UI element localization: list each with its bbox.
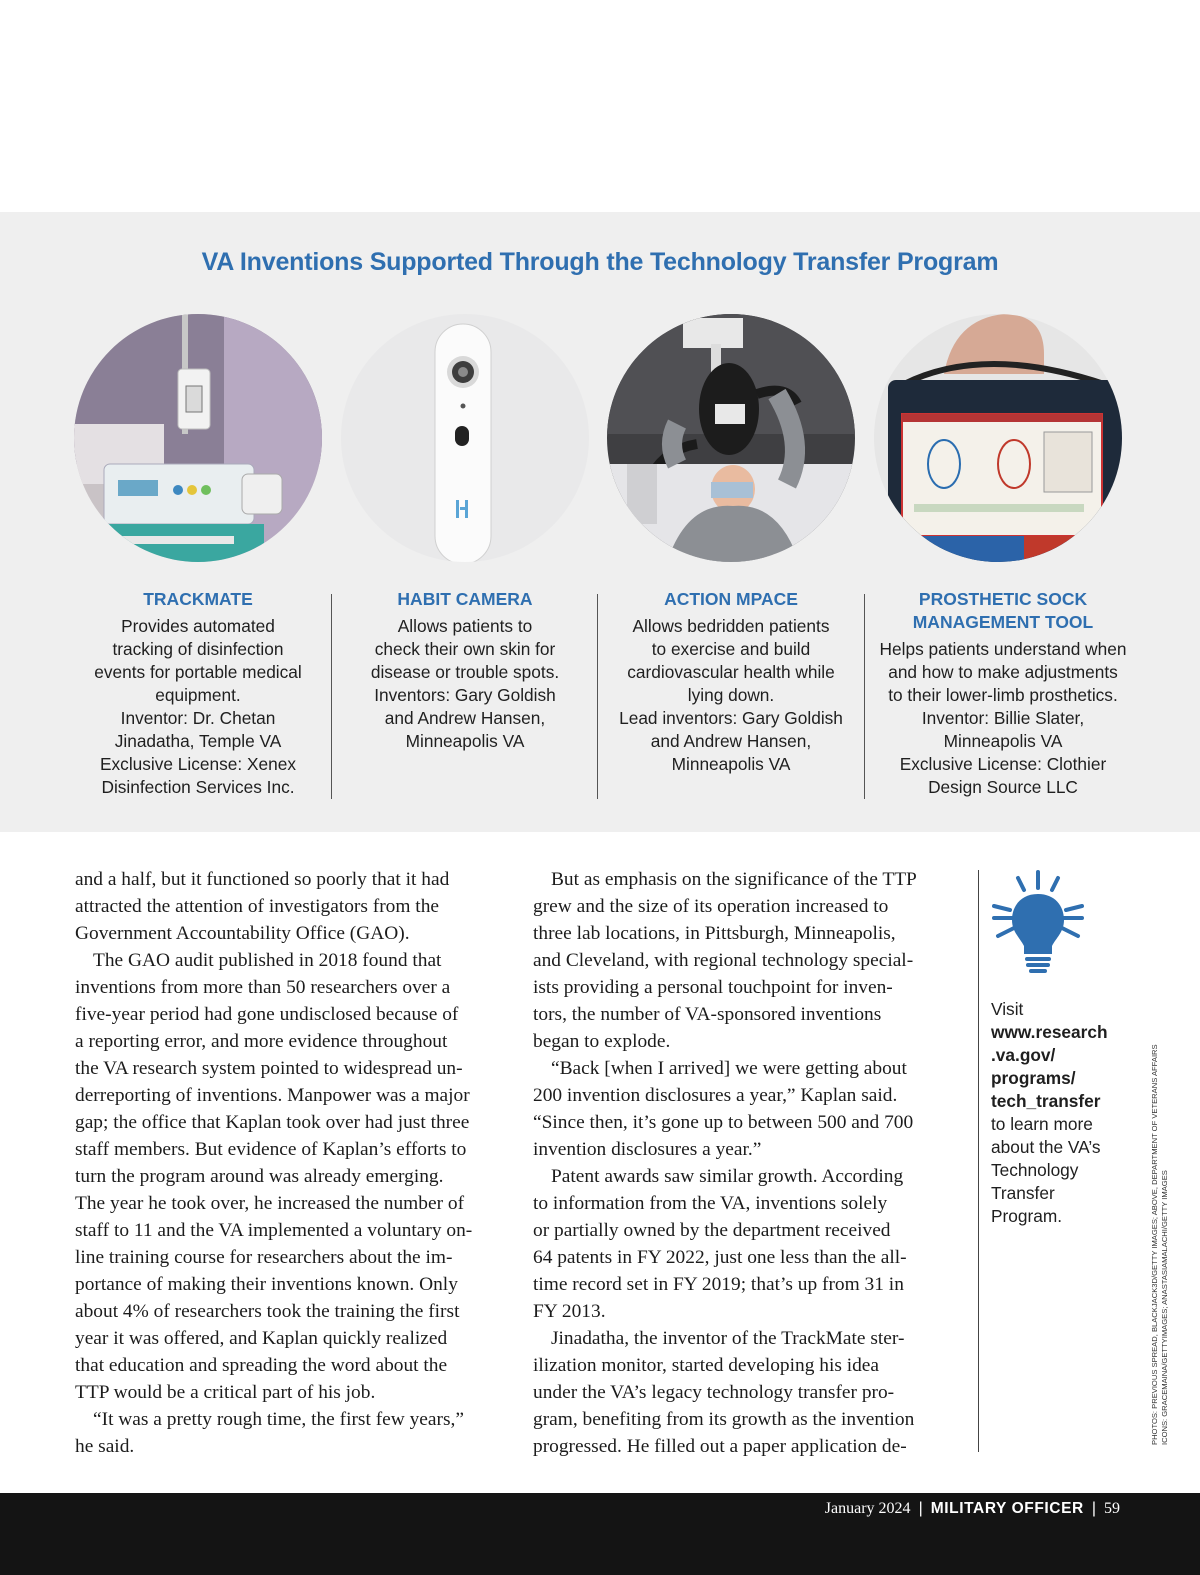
article-line: “It was a pretty rough time, the first few years,” bbox=[93, 1409, 464, 1430]
column-divider bbox=[597, 594, 598, 799]
issue-date: January 2024 bbox=[824, 1500, 911, 1517]
article-line: attracted the attention of investigators from the bbox=[75, 896, 439, 917]
tip-url-line[interactable]: tech_transfer bbox=[991, 1091, 1101, 1111]
prosthetic-sock-line: Exclusive License: Clothier bbox=[899, 754, 1107, 774]
prosthetic-sock-line: and how to make adjustments bbox=[888, 662, 1118, 682]
prosthetic-sock-line: to their lower-limb prosthetics. bbox=[888, 685, 1118, 705]
tip-url-line[interactable]: www.research bbox=[991, 1022, 1108, 1042]
habit-camera-line: check their own skin for bbox=[374, 639, 556, 659]
article-line: “Back [when I arrived] we were getting about bbox=[551, 1058, 907, 1079]
page-number: 59 bbox=[1104, 1500, 1120, 1517]
article-line: FY 2013. bbox=[533, 1301, 606, 1322]
article-line: a reporting error, and more evidence throughout bbox=[75, 1031, 448, 1052]
article-line: TTP would be a critical part of his job. bbox=[75, 1382, 376, 1403]
article-line: But as emphasis on the significance of the TTP bbox=[551, 869, 917, 890]
trackmate-line: Provides automated bbox=[121, 616, 275, 636]
action-mpace-line: Minneapolis VA bbox=[671, 754, 791, 774]
prosthetic-sock-name-line: PROSTHETIC SOCK bbox=[918, 589, 1088, 609]
tip-line: Program. bbox=[991, 1206, 1063, 1226]
habit-camera-photo bbox=[341, 314, 589, 562]
action-mpace-line: lying down. bbox=[687, 685, 775, 705]
trackmate-line: events for portable medical bbox=[94, 662, 302, 682]
trackmate-line: Jinadatha, Temple VA bbox=[114, 731, 282, 751]
article-line: to information from the VA, inventions solely bbox=[533, 1193, 888, 1214]
page-footer bbox=[0, 1493, 1200, 1575]
article-line: Government Accountability Office (GAO). bbox=[75, 923, 410, 944]
folio-separator: | bbox=[918, 1500, 923, 1517]
article-line: about 4% of researchers took the training the first bbox=[75, 1301, 460, 1322]
prosthetic-sock-tool-photo bbox=[874, 314, 1122, 562]
article-line: ists providing a personal touchpoint for inven- bbox=[533, 977, 893, 998]
article-line: five-year period had gone undisclosed because of bbox=[75, 1004, 459, 1025]
article-line: The year he took over, he increased the number of bbox=[75, 1193, 465, 1214]
lightbulb-icon bbox=[988, 868, 1092, 980]
habit-camera-line: disease or trouble spots. bbox=[370, 662, 560, 682]
article-line: 200 invention disclosures a year,” Kaplan said. bbox=[533, 1085, 898, 1106]
folio bbox=[825, 1497, 1120, 1521]
prosthetic-sock-line: Minneapolis VA bbox=[943, 731, 1063, 751]
action-mpace-line: Allows bedridden patients bbox=[632, 616, 830, 636]
prosthetic-sock-name-line: MANAGEMENT TOOL bbox=[912, 612, 1094, 632]
trackmate-line: tracking of disinfection bbox=[112, 639, 284, 659]
action-mpace-name: ACTION MPACE bbox=[664, 589, 798, 609]
article-line: 64 patents in FY 2022, just one less than the all- bbox=[533, 1247, 907, 1268]
credits-line-1: PHOTOS: PREVIOUS SPREAD, BLACKJACK3D/GETTY IMAGES; ABOVE, DEPARTMENT OF VETERANS AFFAIRS bbox=[1150, 1044, 1159, 1445]
tip-line: Technology bbox=[991, 1160, 1079, 1180]
article-column-1 bbox=[75, 866, 515, 1460]
article-line: under the VA’s legacy technology transfer pro- bbox=[533, 1382, 895, 1403]
article-line: turn the program around was already emerging. bbox=[75, 1166, 444, 1187]
prosthetic-sock-description bbox=[872, 588, 1134, 799]
tip-line: to learn more bbox=[991, 1114, 1093, 1134]
article-line: time record set in FY 2019; that’s up from 31 in bbox=[533, 1274, 904, 1295]
magazine-name: MILITARY OFFICER bbox=[930, 1500, 1084, 1517]
tip-line: about the VA’s bbox=[991, 1137, 1101, 1157]
article-line: and Cleveland, with regional technology special- bbox=[533, 950, 914, 971]
article-line: gap; the office that Kaplan took over had just three bbox=[75, 1112, 470, 1133]
column-divider bbox=[331, 594, 332, 799]
tip-line: Transfer bbox=[991, 1183, 1055, 1203]
article-line: progressed. He filled out a paper application de- bbox=[533, 1436, 907, 1457]
article-line: staff to 11 and the VA implemented a voluntary on- bbox=[75, 1220, 473, 1241]
article-line: invention disclosures a year.” bbox=[533, 1139, 762, 1160]
inventions-panel bbox=[0, 212, 1200, 832]
article-line: he said. bbox=[75, 1436, 135, 1457]
article-line: staff members. But evidence of Kaplan’s efforts to bbox=[75, 1139, 467, 1160]
credits-line-2: ICONS: GRACEMAINA/GETTYIMAGES; ANASTASIAMALACHI/GETTY IMAGES bbox=[1160, 1170, 1169, 1445]
article-line: began to explode. bbox=[533, 1031, 671, 1052]
trackmate-line: equipment. bbox=[155, 685, 241, 705]
article-line: line training course for researchers about the im- bbox=[75, 1247, 453, 1268]
trackmate-line: Disinfection Services Inc. bbox=[101, 777, 295, 797]
habit-camera-line: Minneapolis VA bbox=[405, 731, 525, 751]
trackmate-line: Inventor: Dr. Chetan bbox=[120, 708, 276, 728]
article-line: The GAO audit published in 2018 found that bbox=[93, 950, 442, 971]
article-line: Jinadatha, the inventor of the TrackMate ster- bbox=[551, 1328, 905, 1349]
tip-url-line[interactable]: programs/ bbox=[991, 1068, 1076, 1088]
article-line: the VA research system pointed to widespread un- bbox=[75, 1058, 463, 1079]
photo-credits bbox=[1150, 1005, 1190, 1445]
prosthetic-sock-line: Helps patients understand when bbox=[879, 639, 1127, 659]
prosthetic-sock-name bbox=[872, 588, 1134, 634]
habit-camera-line: and Andrew Hansen, bbox=[384, 708, 546, 728]
article-line: portance of making their inventions known. Only bbox=[75, 1274, 458, 1295]
trackmate-photo bbox=[74, 314, 322, 562]
action-mpace-photo bbox=[607, 314, 855, 562]
action-mpace-line: Lead inventors: Gary Goldish bbox=[619, 708, 843, 728]
article-line: year it was offered, and Kaplan quickly realized bbox=[75, 1328, 448, 1349]
article-line: gram, benefiting from its growth as the invention bbox=[533, 1409, 915, 1430]
tip-text bbox=[991, 998, 1121, 1228]
article-line: “Since then, it’s gone up to between 500 and 700 bbox=[533, 1112, 914, 1133]
action-mpace-description bbox=[605, 588, 857, 776]
prosthetic-sock-line: Inventor: Billie Slater, bbox=[921, 708, 1085, 728]
article-line: derreporting of inventions. Manpower was a major bbox=[75, 1085, 470, 1106]
panel-title: VA Inventions Supported Through the Technology Transfer Program bbox=[201, 248, 999, 276]
article-line: three lab locations, in Pittsburgh, Minneapolis, bbox=[533, 923, 896, 944]
trackmate-description bbox=[72, 588, 324, 799]
habit-camera-description bbox=[339, 588, 591, 753]
column-divider bbox=[864, 594, 865, 799]
action-mpace-line: to exercise and build bbox=[651, 639, 811, 659]
article-line: Patent awards saw similar growth. According bbox=[551, 1166, 904, 1187]
article-line: and a half, but it functioned so poorly that it had bbox=[75, 869, 450, 890]
article-line: grew and the size of its operation increased to bbox=[533, 896, 889, 917]
prosthetic-sock-line: Design Source LLC bbox=[928, 777, 1078, 797]
habit-camera-line: Allows patients to bbox=[397, 616, 533, 636]
action-mpace-line: cardiovascular health while bbox=[627, 662, 835, 682]
trackmate-name: TRACKMATE bbox=[143, 589, 253, 609]
article-line: inventions from more than 50 researchers over a bbox=[75, 977, 451, 998]
tip-visit: Visit bbox=[991, 999, 1024, 1019]
tip-url-line[interactable]: .va.gov/ bbox=[991, 1045, 1056, 1065]
article-line: that education and spreading the word about the bbox=[75, 1355, 448, 1376]
article-line: tors, the number of VA-sponsored inventions bbox=[533, 1004, 882, 1025]
article-line: or partially owned by the department received bbox=[533, 1220, 891, 1241]
habit-camera-name: HABIT CAMERA bbox=[397, 589, 533, 609]
tip-divider bbox=[978, 870, 979, 1452]
action-mpace-line: and Andrew Hansen, bbox=[650, 731, 812, 751]
folio-separator: | bbox=[1091, 1500, 1096, 1517]
habit-camera-line: Inventors: Gary Goldish bbox=[374, 685, 556, 705]
article-line: ilization monitor, started developing his idea bbox=[533, 1355, 880, 1376]
article-column-2 bbox=[533, 866, 963, 1460]
trackmate-line: Exclusive License: Xenex bbox=[100, 754, 296, 774]
